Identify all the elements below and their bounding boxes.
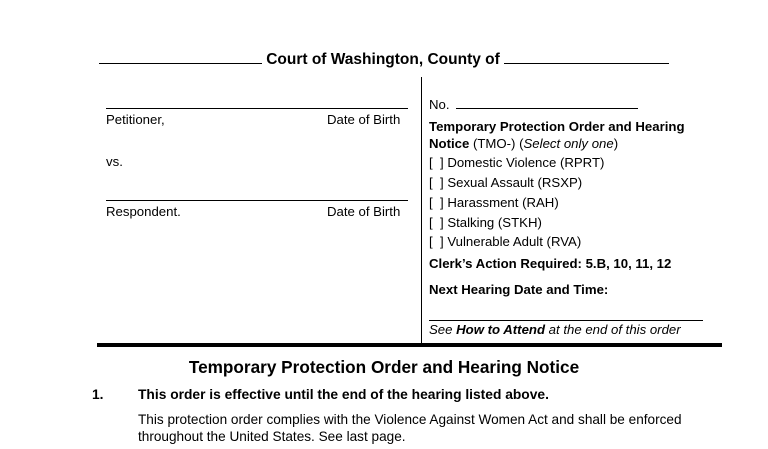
case-number-label: No. (429, 97, 450, 112)
petitioner-label: Petitioner, (106, 112, 165, 127)
next-hearing-label: Next Hearing Date and Time: (429, 282, 609, 297)
respondent-label: Respondent. (106, 204, 181, 219)
option-sexual-assault[interactable] (429, 175, 582, 190)
versus-label: vs. (106, 154, 123, 169)
checkbox-icon[interactable]: [ ] (429, 215, 444, 230)
checkbox-icon[interactable]: [ ] (429, 175, 444, 190)
option-harassment[interactable] (429, 195, 559, 210)
section-1-body: This protection order complies with the Violence Against Women Act and shall be enforced throughout the United States. See last page. (138, 412, 682, 444)
section-1-heading: This order is effective until the end of the hearing listed above. (138, 387, 549, 402)
case-number-row (429, 94, 638, 112)
form-title-line1: Temporary Protection Order and Hearing (429, 119, 685, 134)
checkbox-icon[interactable]: [ ] (429, 234, 444, 249)
document-title: Temporary Protection Order and Hearing Notice (188, 357, 580, 377)
select-hint: Select only one (523, 136, 614, 151)
section-1-number: 1. (92, 387, 104, 402)
how-to-attend-link: How to Attend (456, 322, 546, 337)
how-to-attend-note (429, 322, 681, 337)
select-hint-close: ) (613, 136, 619, 151)
court-header-text: Court of Washington, County of (266, 51, 500, 68)
next-hearing-blank[interactable] (429, 320, 703, 321)
form-title-line2 (429, 136, 618, 151)
option-stalking[interactable] (429, 215, 542, 230)
caption-divider (421, 77, 422, 344)
respondent-dob-label: Date of Birth (327, 204, 401, 219)
checkbox-icon[interactable]: [ ] (429, 155, 444, 170)
attend-prefix: See (429, 322, 457, 337)
court-name-blank[interactable] (99, 49, 262, 64)
clerk-action: Clerk’s Action Required: 5.B, 10, 11, 12 (429, 256, 672, 271)
option-label: Harassment (RAH) (447, 195, 559, 210)
petitioner-name-line[interactable] (106, 108, 408, 109)
option-label: Stalking (STKH) (447, 215, 542, 230)
county-name-blank[interactable] (504, 49, 669, 64)
attend-suffix: at the end of this order (545, 322, 681, 337)
option-domestic-violence[interactable] (429, 155, 604, 170)
form-title-notice: Notice (429, 136, 470, 151)
option-label: Vulnerable Adult (RVA) (447, 234, 582, 249)
caption-bottom-rule (97, 343, 722, 347)
option-vulnerable-adult[interactable] (429, 234, 581, 249)
option-label: Sexual Assault (RSXP) (447, 175, 583, 190)
petitioner-dob-label: Date of Birth (327, 112, 401, 127)
option-label: Domestic Violence (RPRT) (447, 155, 605, 170)
court-header (0, 49, 768, 69)
respondent-name-line[interactable] (106, 200, 408, 201)
case-number-blank[interactable] (456, 94, 638, 109)
form-code: (TMO-) ( (469, 136, 524, 151)
checkbox-icon[interactable]: [ ] (429, 195, 444, 210)
